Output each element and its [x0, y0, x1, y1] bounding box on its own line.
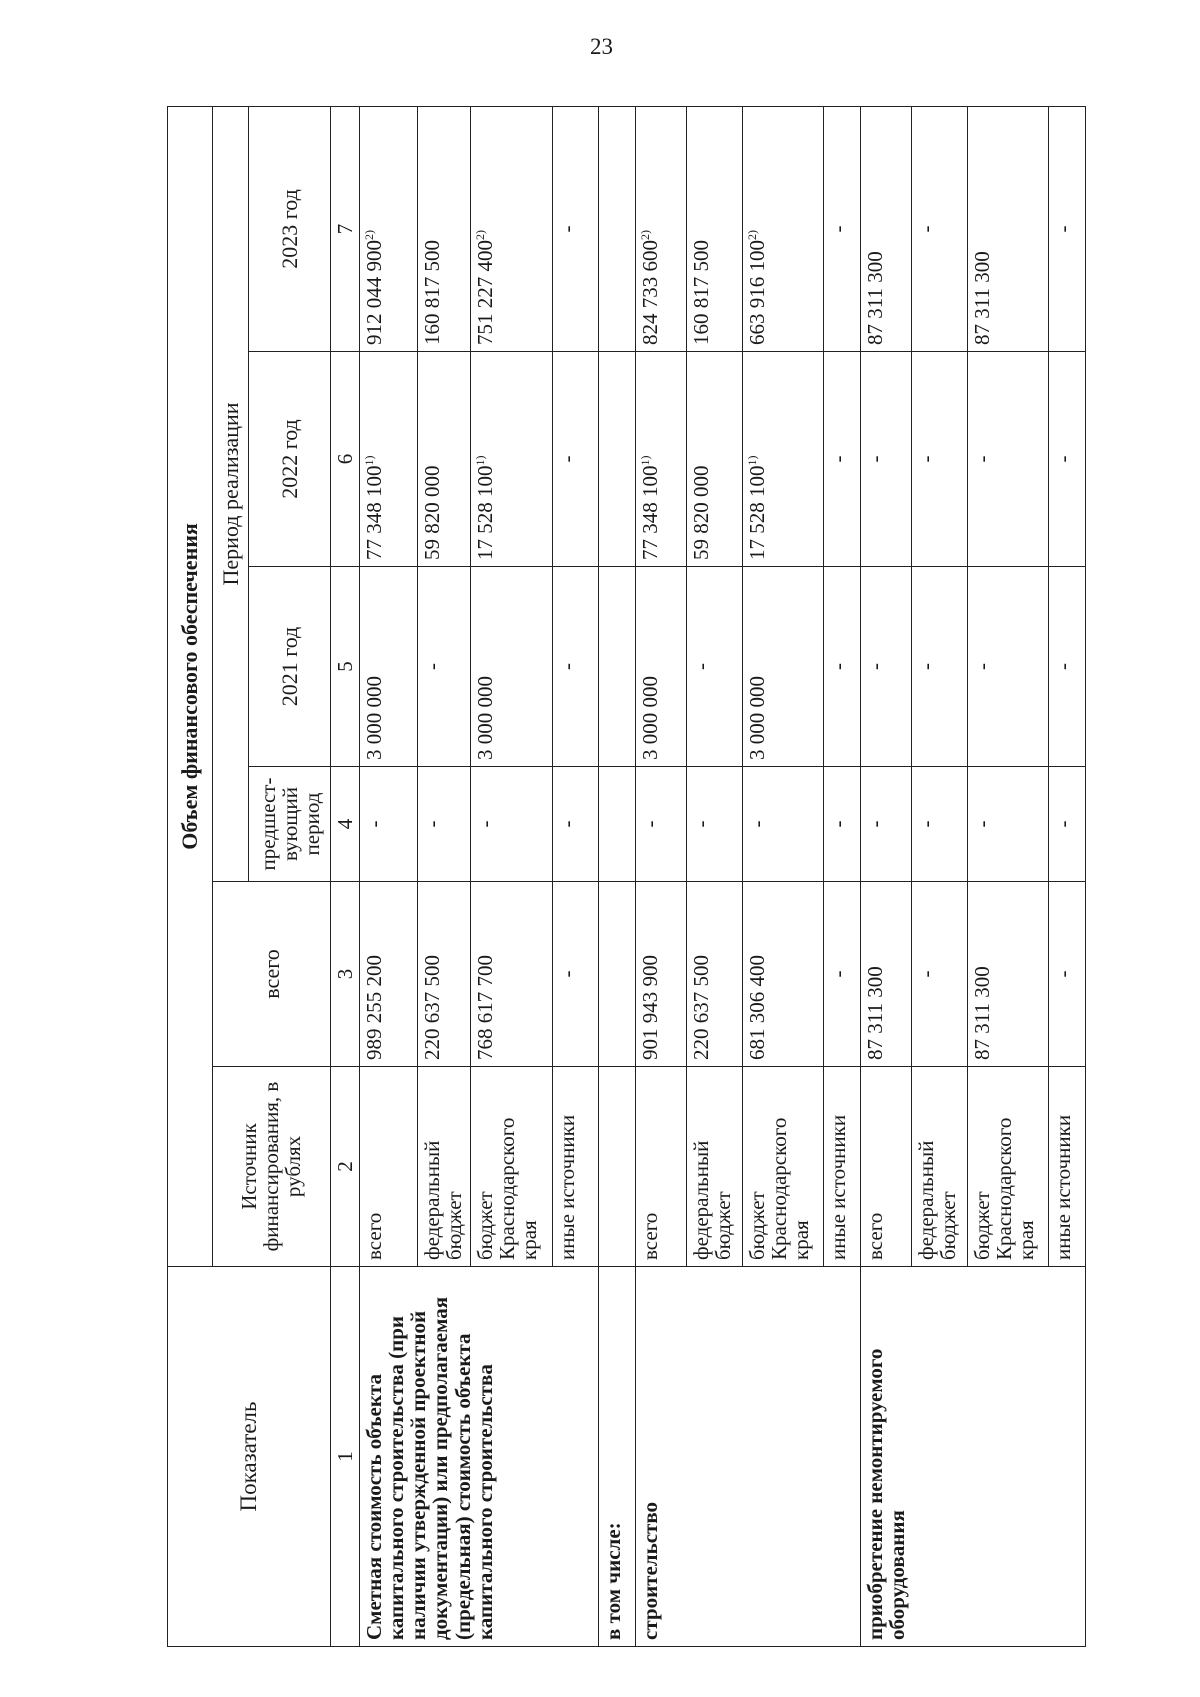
y2023-cell: 160 817 500 — [686, 106, 742, 351]
source-cell: всего — [360, 1067, 418, 1267]
header-previous: предшест-вующий период — [249, 767, 330, 882]
table-row — [860, 106, 911, 1646]
source-cell: иные источники — [824, 1067, 861, 1267]
y2023-cell: - — [552, 106, 599, 351]
header-source: Источник финансирования, в рублях — [212, 1067, 330, 1267]
total-cell: - — [911, 882, 967, 1067]
source-cell: федеральный бюджет — [686, 1067, 742, 1267]
header-total: всего — [212, 882, 330, 1067]
empty-cell — [599, 1067, 636, 1267]
y2023-cell: 663 916 100$^{2)}$ — [742, 106, 823, 351]
indicator-estimated-cost: Сметная стоимость объекта капитального строительства (при наличии утвержденной проектной документации) или предполагаемая (предельная) стоимость объекта капитального строительства — [360, 1267, 599, 1647]
y2023-cell: - — [824, 106, 861, 351]
y2022-cell: 59 820 000 — [686, 352, 742, 567]
in-that-number-label: в том числе: — [599, 1267, 636, 1647]
total-cell: 681 306 400 — [742, 882, 823, 1067]
y2023-cell: 824 733 600$^{2)}$ — [636, 106, 687, 351]
y2022-cell: 77 348 100$^{1)}$ — [360, 352, 418, 567]
financing-table — [167, 106, 1086, 1647]
y2021-cell: - — [552, 567, 599, 767]
header-2021: 2021 год — [249, 567, 330, 767]
source-cell: всего — [860, 1067, 911, 1267]
previous-cell: - — [1049, 767, 1086, 882]
y2022-cell: - — [552, 352, 599, 567]
y2021-cell: 3 000 000 — [471, 567, 552, 767]
y2021-cell: - — [1049, 567, 1086, 767]
y2022-cell: 17 528 100$^{1)}$ — [471, 352, 552, 567]
y2023-cell: - — [1049, 106, 1086, 351]
header-2022: 2022 год — [249, 352, 330, 567]
table-row — [599, 106, 636, 1646]
column-number: 4 — [330, 767, 360, 882]
column-number: 7 — [330, 106, 360, 351]
total-cell: - — [824, 882, 861, 1067]
total-cell: 768 617 700 — [471, 882, 552, 1067]
previous-cell: - — [742, 767, 823, 882]
indicator-equipment: приобретение немонтируемого оборудования — [860, 1267, 1085, 1647]
y2022-cell: - — [911, 352, 967, 567]
header-period: Период реализации — [212, 106, 249, 881]
previous-cell: - — [360, 767, 418, 882]
total-cell: 220 637 500 — [418, 882, 471, 1067]
column-number: 5 — [330, 567, 360, 767]
empty-cell — [599, 106, 636, 351]
previous-cell: - — [967, 767, 1048, 882]
empty-cell — [599, 567, 636, 767]
y2021-cell: - — [911, 567, 967, 767]
previous-cell: - — [686, 767, 742, 882]
empty-cell — [599, 767, 636, 882]
header-indicator: Показатель — [168, 1267, 331, 1647]
y2023-cell: - — [911, 106, 967, 351]
empty-cell — [599, 882, 636, 1067]
total-cell: 220 637 500 — [686, 882, 742, 1067]
header-volume: Объем финансового обеспечения — [168, 106, 213, 1266]
y2022-cell: - — [860, 352, 911, 567]
source-cell: федеральный бюджет — [418, 1067, 471, 1267]
header-2023: 2023 год — [249, 106, 330, 351]
table-row — [636, 106, 687, 1646]
y2023-cell: 912 044 900$^{2)}$ — [360, 106, 418, 351]
y2022-cell: 77 348 100$^{1)}$ — [636, 352, 687, 567]
column-numbers-row — [330, 106, 360, 1646]
column-number: 6 — [330, 352, 360, 567]
total-cell: 87 311 300 — [860, 882, 911, 1067]
indicator-construction: строительство — [636, 1267, 861, 1647]
source-cell: бюджет Краснодарского края — [967, 1067, 1048, 1267]
empty-cell — [599, 352, 636, 567]
total-cell: 87 311 300 — [967, 882, 1048, 1067]
total-cell: - — [1049, 882, 1086, 1067]
previous-cell: - — [418, 767, 471, 882]
previous-cell: - — [636, 767, 687, 882]
source-cell: федеральный бюджет — [911, 1067, 967, 1267]
y2021-cell: 3 000 000 — [742, 567, 823, 767]
source-cell: бюджет Краснодарского края — [742, 1067, 823, 1267]
source-cell: всего — [636, 1067, 687, 1267]
column-number: 2 — [330, 1067, 360, 1267]
total-cell: - — [552, 882, 599, 1067]
page-number: 23 — [590, 34, 613, 59]
y2022-cell: - — [1049, 352, 1086, 567]
source-cell: бюджет Краснодарского края — [471, 1067, 552, 1267]
y2023-cell: 87 311 300 — [860, 106, 911, 351]
y2021-cell: 3 000 000 — [636, 567, 687, 767]
y2023-cell: 751 227 400$^{2)}$ — [471, 106, 552, 351]
previous-cell: - — [911, 767, 967, 882]
previous-cell: - — [552, 767, 599, 882]
y2021-cell: - — [686, 567, 742, 767]
y2021-cell: 3 000 000 — [360, 567, 418, 767]
source-cell: иные источники — [1049, 1067, 1086, 1267]
y2021-cell: - — [824, 567, 861, 767]
y2022-cell: 17 528 100$^{1)}$ — [742, 352, 823, 567]
previous-cell: - — [824, 767, 861, 882]
y2023-cell: 87 311 300 — [967, 106, 1048, 351]
financing-table-rotated — [167, 107, 1086, 1647]
source-cell: иные источники — [552, 1067, 599, 1267]
y2021-cell: - — [418, 567, 471, 767]
y2022-cell: - — [967, 352, 1048, 567]
y2022-cell: 59 820 000 — [418, 352, 471, 567]
previous-cell: - — [860, 767, 911, 882]
y2022-cell: - — [824, 352, 861, 567]
y2023-cell: 160 817 500 — [418, 106, 471, 351]
total-cell: 989 255 200 — [360, 882, 418, 1067]
total-cell: 901 943 900 — [636, 882, 687, 1067]
y2021-cell: - — [967, 567, 1048, 767]
column-number: 1 — [330, 1267, 360, 1647]
table-row — [360, 106, 418, 1646]
previous-cell: - — [471, 767, 552, 882]
column-number: 3 — [330, 882, 360, 1067]
y2021-cell: - — [860, 567, 911, 767]
